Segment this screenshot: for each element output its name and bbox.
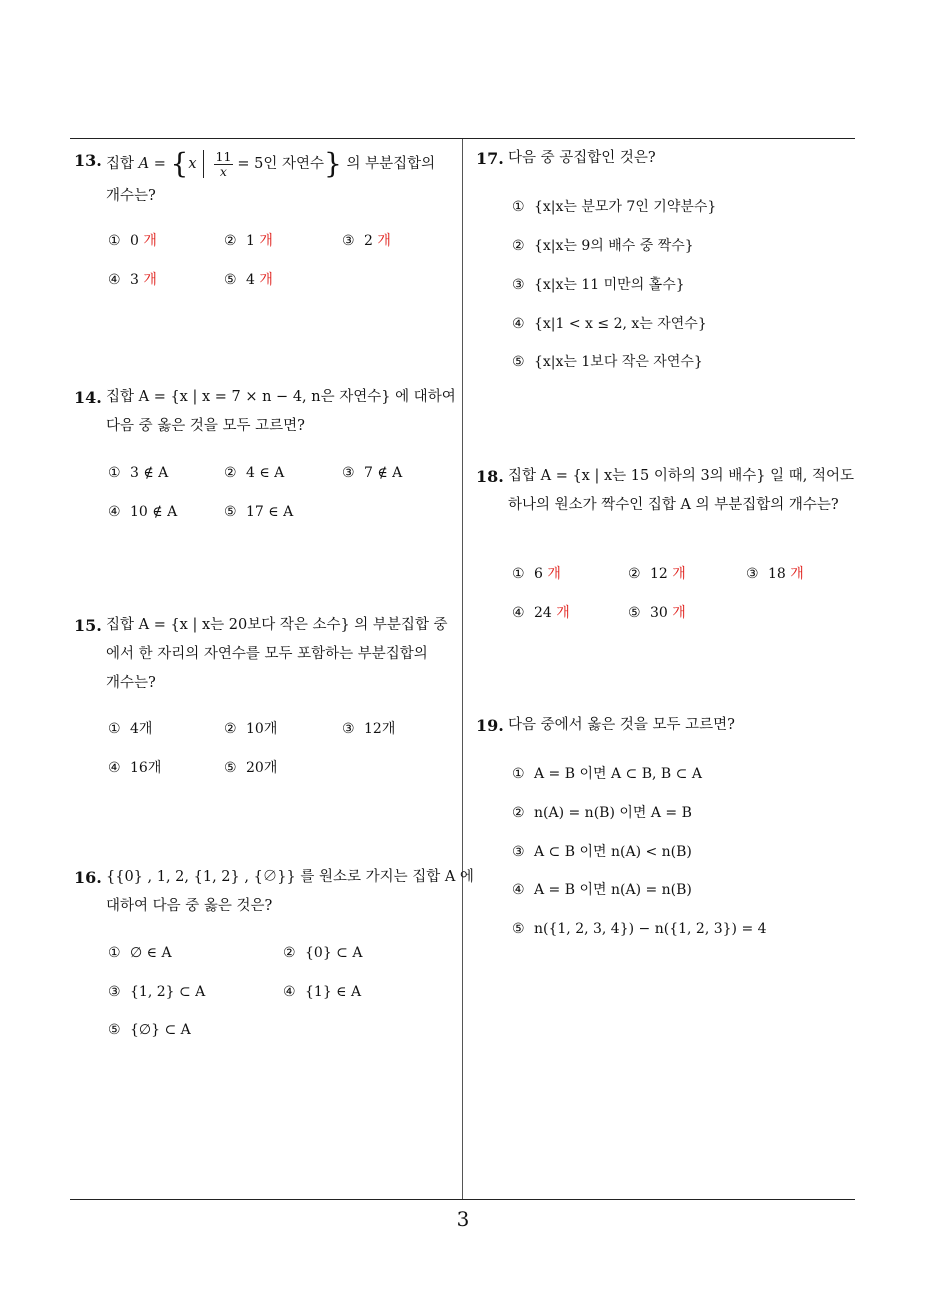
option-3[interactable]: ③ 7 ∉ A (342, 465, 403, 481)
option-4[interactable]: ④ {x|1 < x ≤ 2, x는 자연수} (512, 316, 707, 332)
option-3[interactable]: ③ 12개 (342, 721, 396, 737)
options (474, 181, 854, 381)
option-4[interactable]: ④ 3 개 (108, 272, 157, 288)
option-5[interactable]: ⑤ 4 개 (224, 272, 273, 288)
option-5[interactable]: ⑤ 20개 (224, 760, 278, 776)
option-4[interactable]: ④ 24 개 (512, 605, 570, 621)
options (72, 449, 460, 529)
option-3[interactable]: ③ A ⊂ B 이면 n(A) < n(B) (512, 844, 692, 860)
option-2[interactable]: ② 12 개 (628, 566, 686, 582)
option-3[interactable]: ③ {1, 2} ⊂ A (108, 984, 206, 1000)
page-number: 3 (456, 1207, 470, 1231)
options (474, 748, 854, 948)
option-4[interactable]: ④ {1} ∈ A (283, 984, 362, 1000)
option-1[interactable]: ① 0 개 (108, 233, 157, 249)
option-5[interactable]: ⑤ 17 ∈ A (224, 504, 294, 520)
option-5[interactable]: ⑤ {∅} ⊂ A (108, 1022, 191, 1038)
question-17: 17. 다음 중 공집합인 것은? ① {x|x는 분모가 7인 기약분수} ② {x|x는 9의 배수 중 짝수} ③ {x|x는 11 미만의 홀수} ④ {x|1 < x ≤ 2, x는 자연수} ⑤ {x|x는 1보다 작은 자연수} (474, 144, 854, 381)
option-1[interactable]: ① 6 개 (512, 566, 561, 582)
question-15: 15. 집합 A = {x | x는 20보다 작은 소수} 의 부분집합 중 에서 한 자리의 자연수를 모두 포함하는 부분집합의 개수는? ① 4개 ② 10개 ③ 12개 ④ 16개 ⑤ 20개 (72, 611, 460, 786)
option-2[interactable]: ② 1 개 (224, 233, 273, 249)
column-divider (462, 139, 463, 1199)
bottom-rule (70, 1199, 855, 1200)
option-3[interactable]: ③ 18 개 (746, 566, 804, 582)
options (474, 528, 860, 621)
question-19: 19. 다음 중에서 옳은 것을 모두 고르면? ① A = B 이면 A ⊂ B, B ⊂ A ② n(A) = n(B) 이면 A = B ③ A ⊂ B 이면 n(A) < n(B) ④ A = B 이면 n(A) = n(B) ⑤ n({1, 2, 3, 4}) − n({1, 2, 3}) = 4 (474, 711, 854, 948)
question-14: 14. 집합 A = {x | x = 7 × n − 4, n은 자연수} 에 대하여 다음 중 옳은 것을 모두 고르면? ① 3 ∉ A ② 4 ∈ A ③ 7 ∉ A ④ 10 ∉ A ⑤ 17 ∈ A (72, 383, 460, 529)
option-4[interactable]: ④ 10 ∉ A (108, 504, 178, 520)
option-3[interactable]: ③ 2 개 (342, 233, 391, 249)
option-2[interactable]: ② 10개 (224, 721, 278, 737)
options (72, 706, 460, 786)
option-1[interactable]: ① {x|x는 분모가 7인 기약분수} (512, 199, 717, 215)
option-1[interactable]: ① 4개 (108, 721, 153, 737)
option-1[interactable]: ① ∅ ∈ A (108, 945, 172, 961)
fraction: $\frac{11}{x}$ (215, 148, 232, 179)
options (72, 929, 460, 1049)
question-number: 19. (476, 716, 504, 735)
question-number: 13. (74, 151, 102, 170)
option-5[interactable]: ⑤ n({1, 2, 3, 4}) − n({1, 2, 3}) = 4 (512, 921, 767, 937)
question-number: 15. (74, 616, 102, 635)
options (72, 219, 460, 299)
option-2[interactable]: ② {x|x는 9의 배수 중 짝수} (512, 238, 694, 254)
question-number: 18. (476, 467, 504, 486)
question-16: 16. {{0} , 1, 2, {1, 2} , {∅}} 를 원소로 가지는 집합 A 에 대하여 다음 중 옳은 것은? ① ∅ ∈ A ② {0} ⊂ A ③ {1, 2} ⊂ A ④ {1} ∈ A ⑤ {∅} ⊂ A (72, 863, 460, 1049)
option-4[interactable]: ④ 16개 (108, 760, 162, 776)
question-18: 18. 집합 A = {x | x는 15 이하의 3의 배수} 일 때, 적어도 하나의 원소가 짝수인 집합 A 의 부분집합의 개수는? ① 6 개 ② 12 개 ③ 18 개 ④ 24 개 ⑤ 30 개 (474, 462, 860, 618)
question-number: 16. (74, 868, 102, 887)
option-5[interactable]: ⑤ {x|x는 1보다 작은 자연수} (512, 354, 703, 370)
option-2[interactable]: ② 4 ∈ A (224, 465, 285, 481)
question-number: 17. (476, 149, 504, 168)
option-1[interactable]: ① 3 ∉ A (108, 465, 169, 481)
option-4[interactable]: ④ A = B 이면 n(A) = n(B) (512, 882, 692, 898)
option-1[interactable]: ① A = B 이면 A ⊂ B, B ⊂ A (512, 766, 702, 782)
option-5[interactable]: ⑤ 30 개 (628, 605, 686, 621)
question-number: 14. (74, 388, 102, 407)
question-13: 13. 집합 A = {x $\frac{11}{x}$ = 5인 자연수} 의 부분집합의 개수는? ① 0 개 ② 1 개 ③ 2 개 ④ 3 개 ⑤ 4 개 (72, 146, 460, 299)
option-2[interactable]: ② {0} ⊂ A (283, 945, 363, 961)
option-2[interactable]: ② n(A) = n(B) 이면 A = B (512, 805, 692, 821)
option-3[interactable]: ③ {x|x는 11 미만의 홀수} (512, 277, 685, 293)
